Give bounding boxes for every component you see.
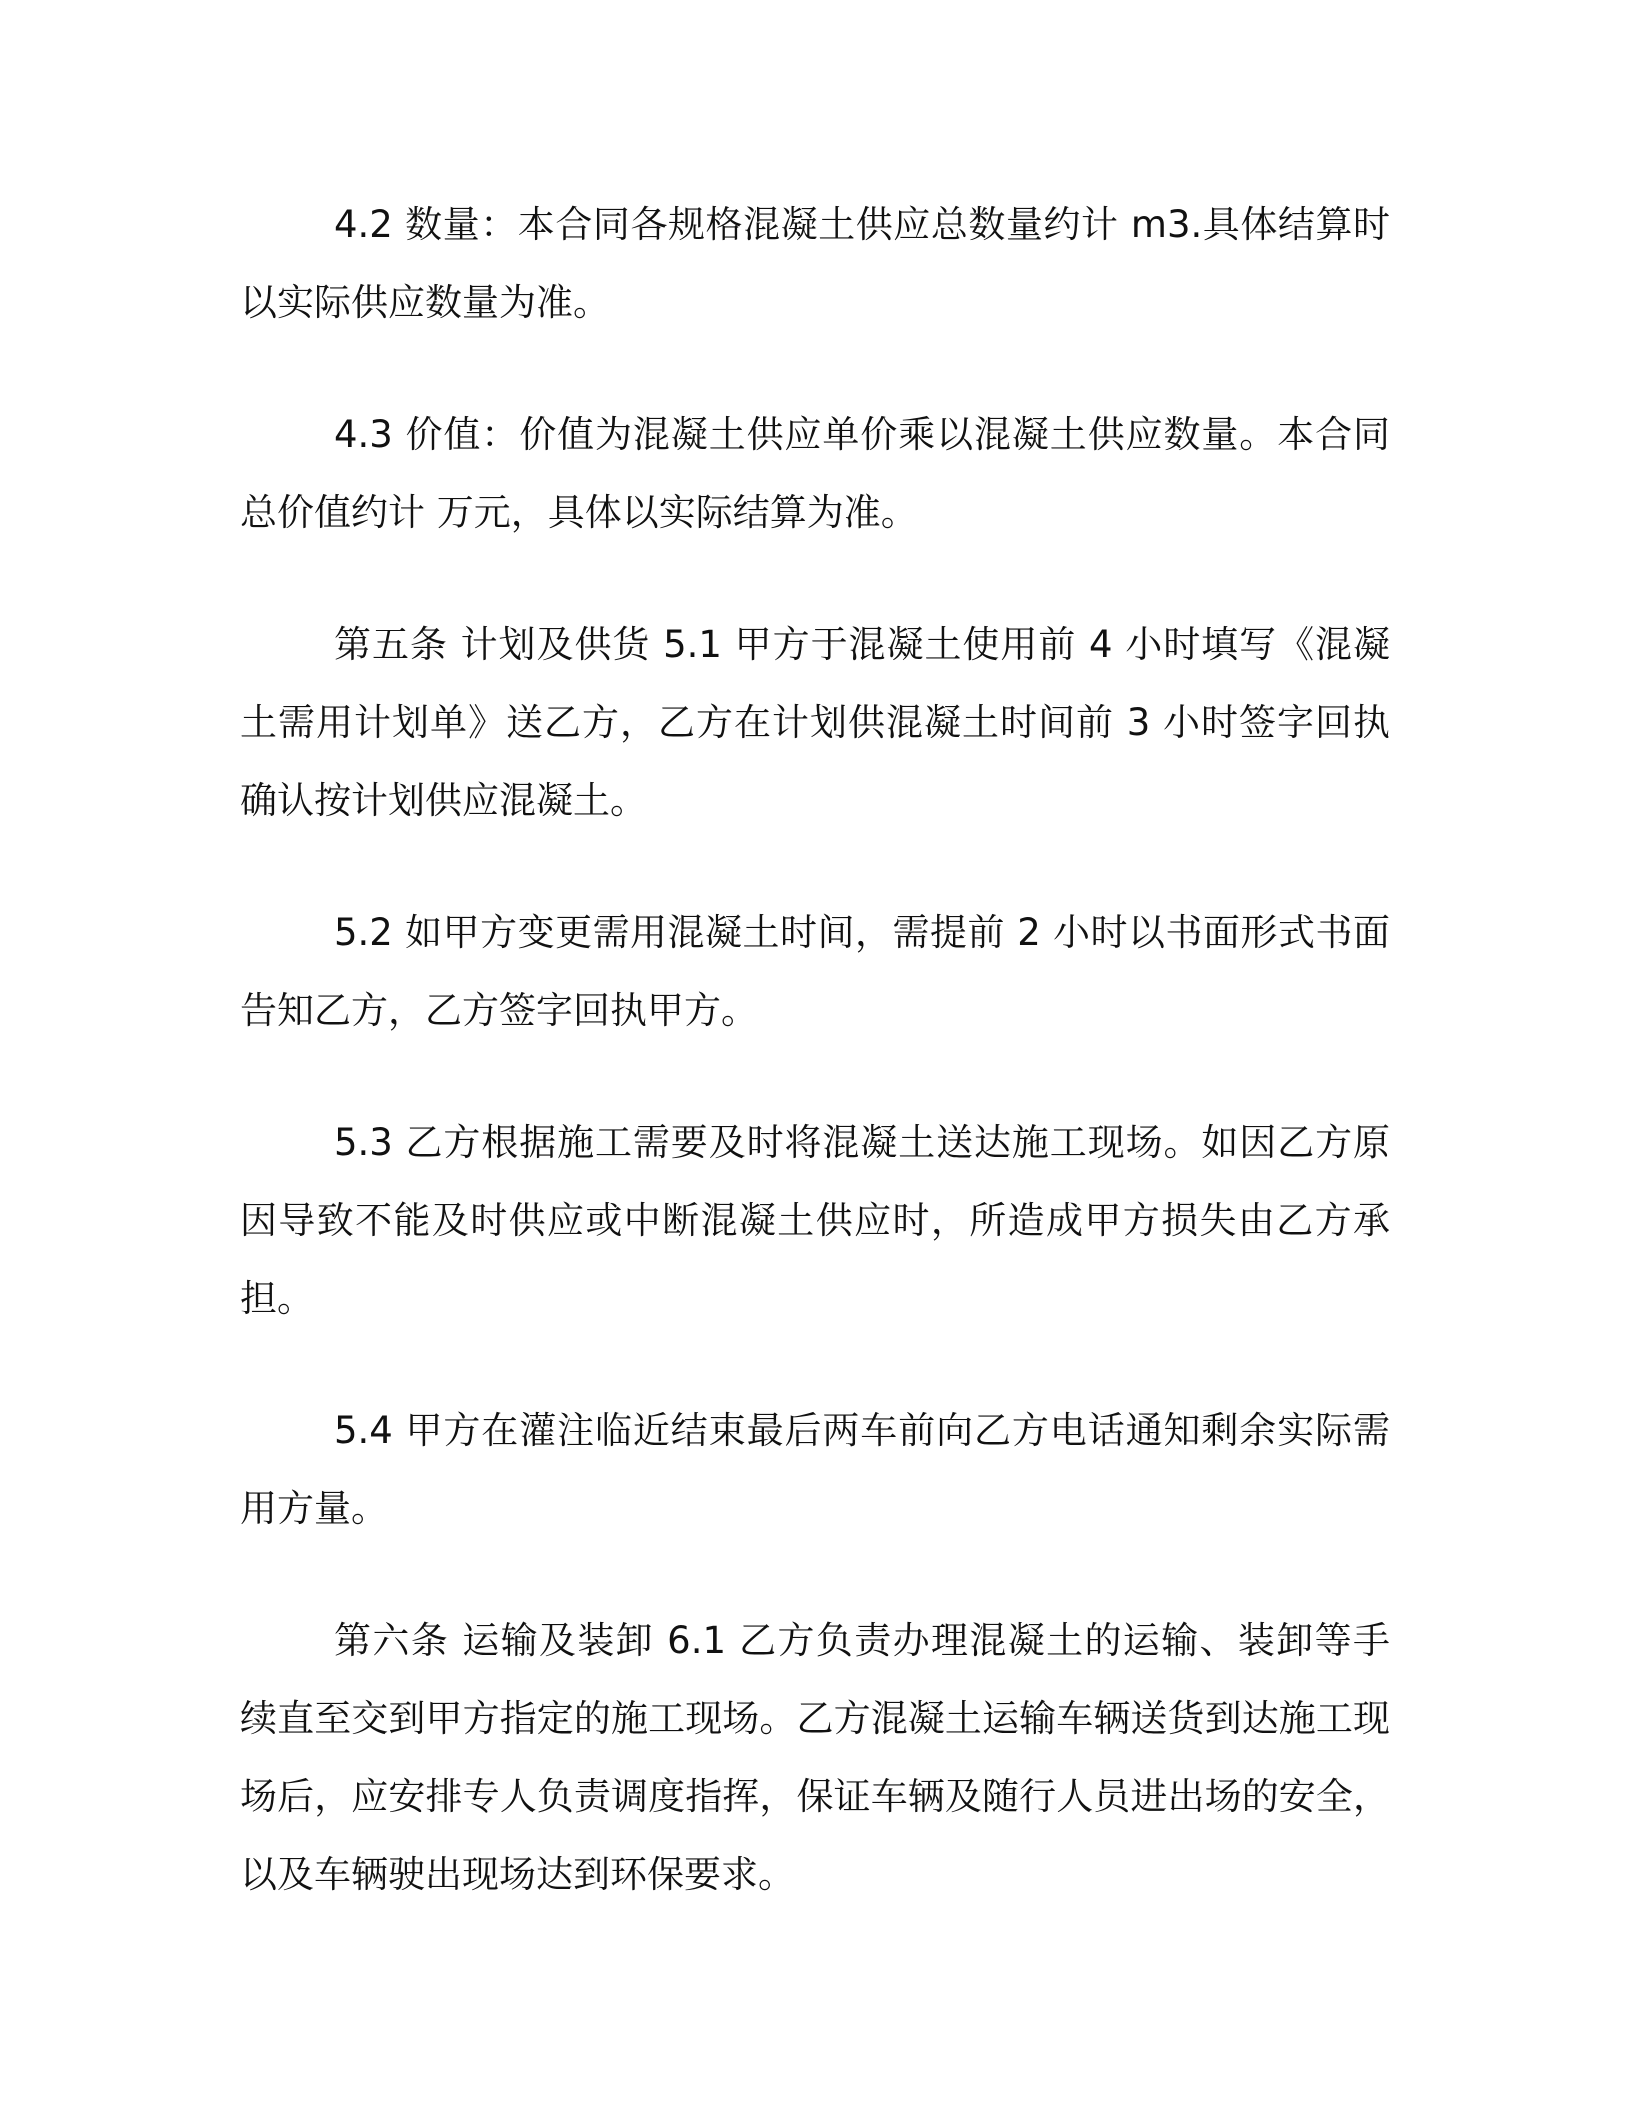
paragraph-5-2-change-notice: 5.2 如甲方变更需用混凝土时间，需提前 2 小时以书面形式书面告知乙方，乙方签字回执甲方。	[240, 911, 1390, 1032]
paragraph-article-5-plan-supply: 第五条 计划及供货 5.1 甲方于混凝土使用前 4 小时填写《混凝土需用计划单》送乙方，乙方在计划供混凝土时间前 3 小时签字回执确认按计划供应混凝土。	[240, 623, 1390, 822]
paragraph-5-3-delivery: 5.3 乙方根据施工需要及时将混凝土送达施工现场。如因乙方原因导致不能及时供应或中断混凝土供应时，所造成甲方损失由乙方承担。	[240, 1121, 1390, 1320]
paragraph-4-2-quantity: 4.2 数量：本合同各规格混凝土供应总数量约计 m3.具体结算时以实际供应数量为准。	[240, 203, 1390, 324]
paragraph-5-4-remaining-volume: 5.4 甲方在灌注临近结束最后两车前向乙方电话通知剩余实际需用方量。	[240, 1409, 1390, 1530]
paragraph-article-6-transport: 第六条 运输及装卸 6.1 乙方负责办理混凝土的运输、装卸等手续直至交到甲方指定的施工现场。乙方混凝土运输车辆送货到达施工现场后，应安排专人负责调度指挥，保证车辆及随行人员进出场的安全，以及车辆驶出现场达到环保要求。	[240, 1619, 1390, 1896]
paragraph-4-3-value: 4.3 价值：价值为混凝土供应单价乘以混凝土供应数量。本合同总价值约计 万元，具体以实际结算为准。	[240, 413, 1390, 534]
document-body	[240, 186, 1390, 1968]
